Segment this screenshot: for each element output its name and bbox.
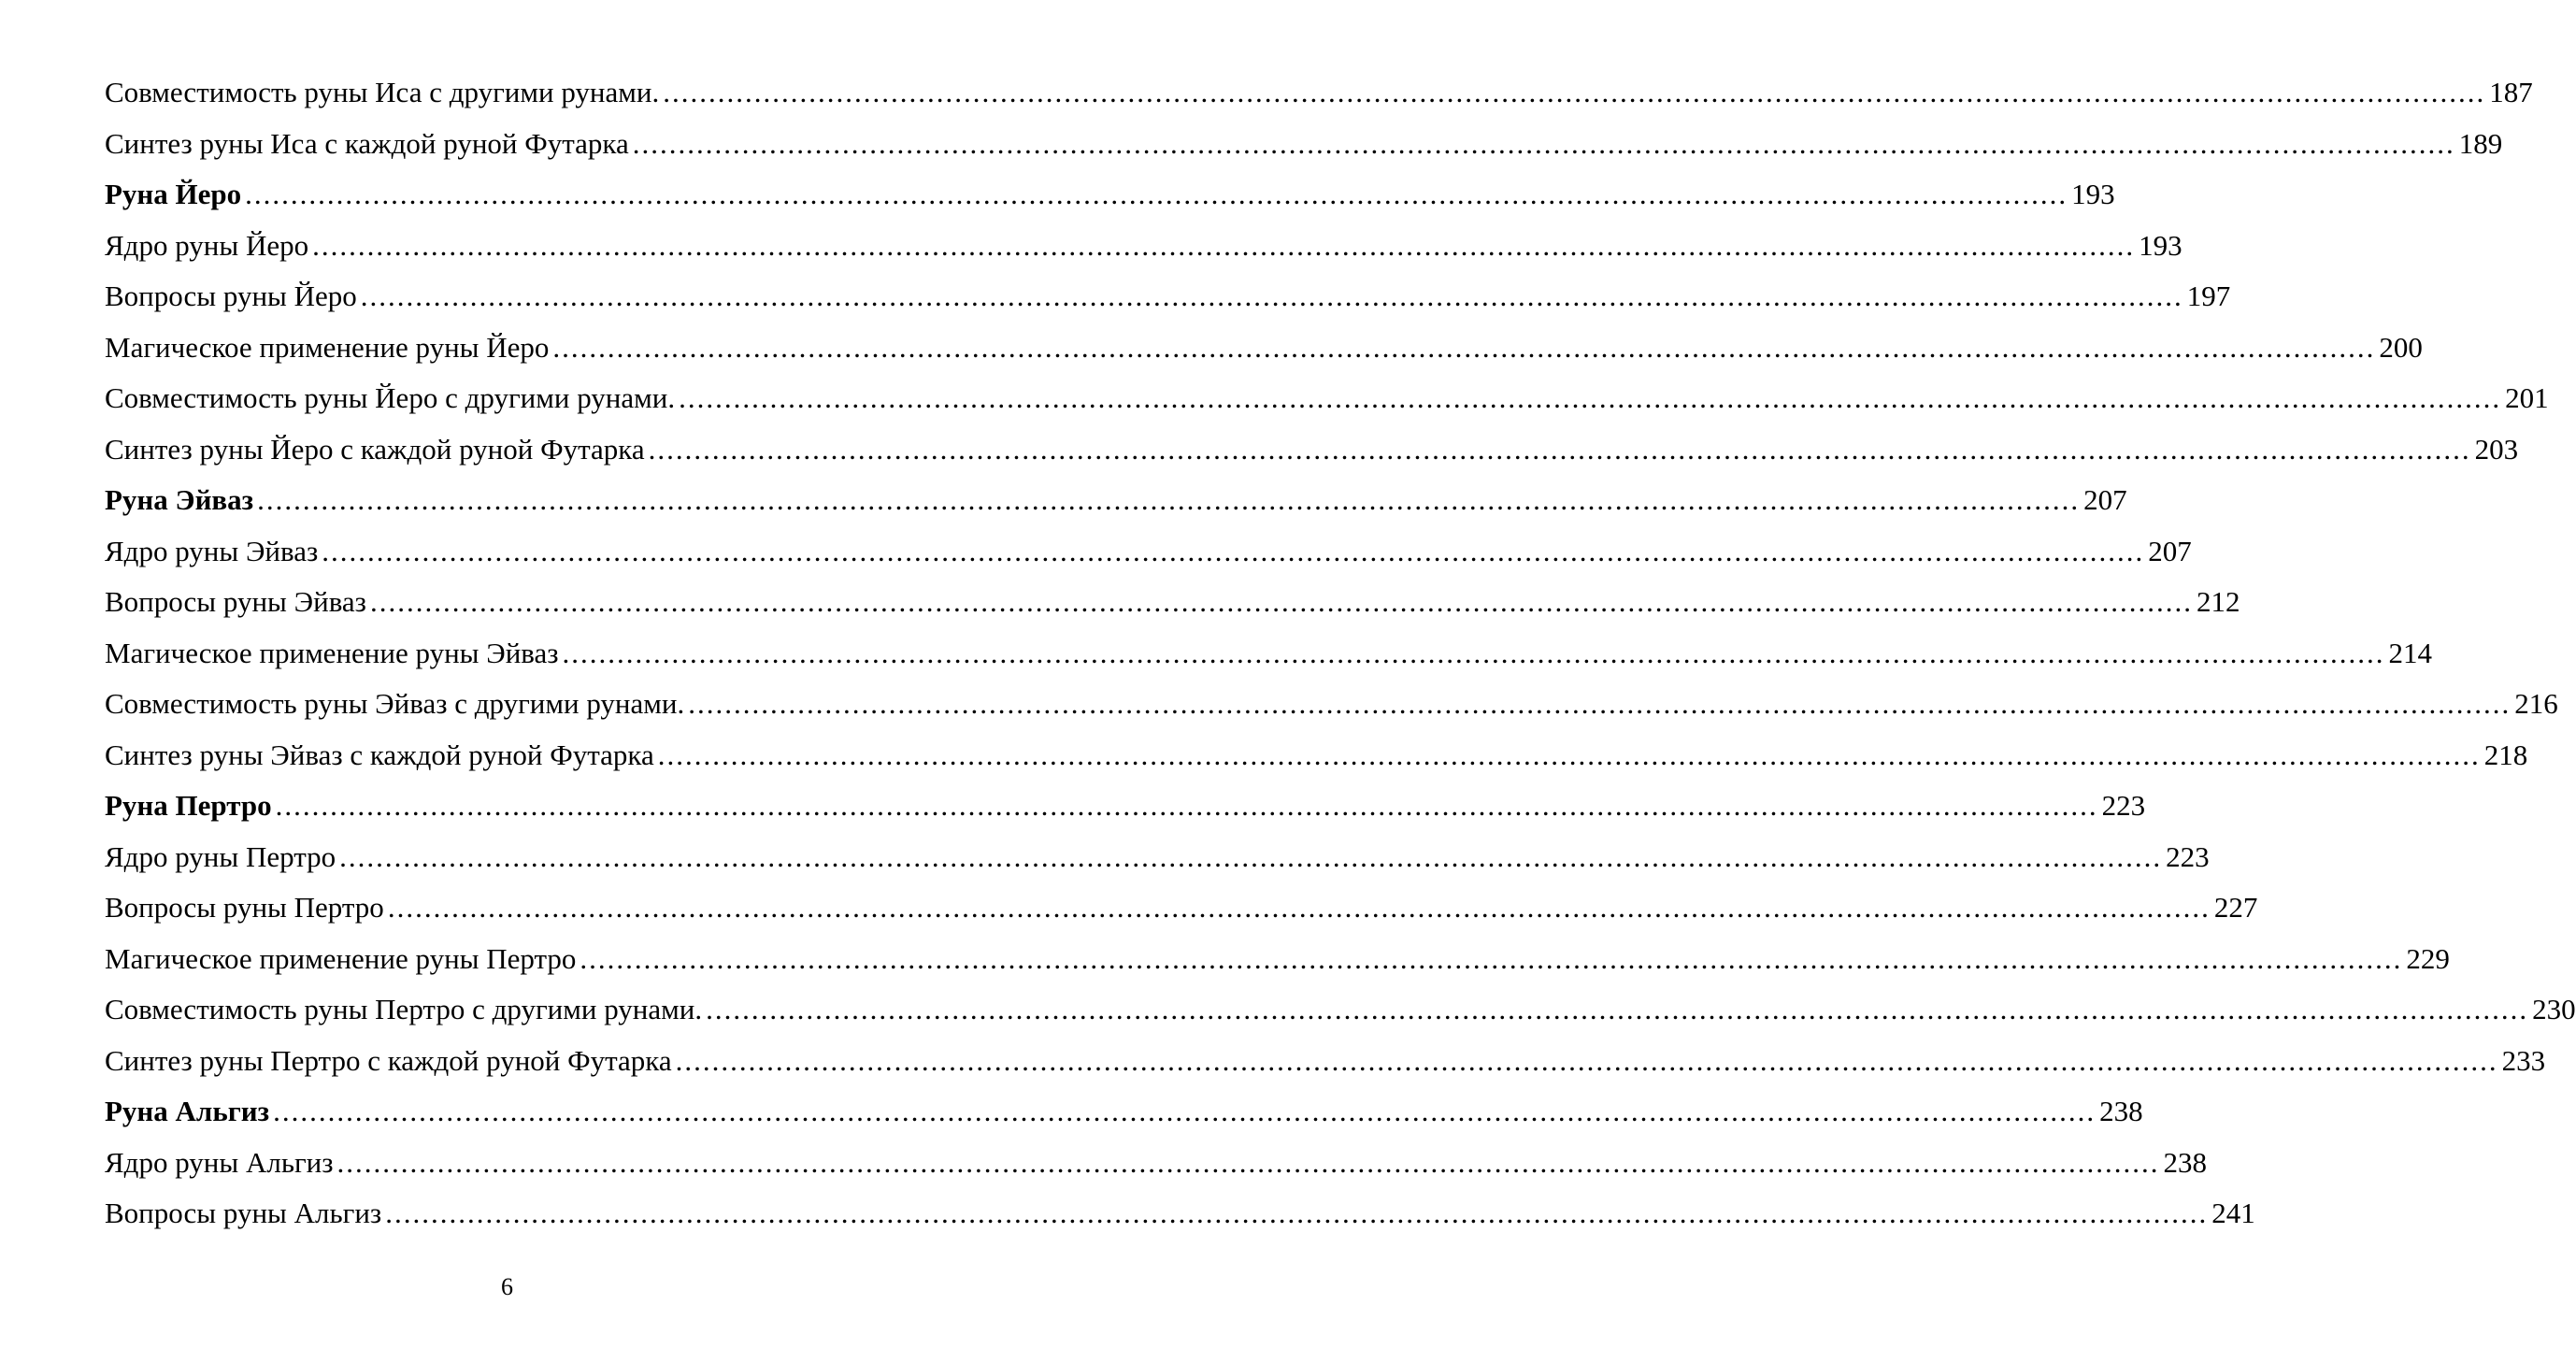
toc-entry-page: 218 bbox=[2483, 738, 2528, 771]
dot-leader: ........................................................................................................................................................................................................ bbox=[552, 330, 2376, 364]
toc-entry[interactable] bbox=[105, 832, 2210, 883]
toc-entry-title: Синтез руны Пертро с каждой руной Футарка bbox=[105, 1043, 672, 1077]
toc-entry-page: 189 bbox=[2458, 126, 2503, 160]
toc-entry-title: Магическое применение руны Эйваз bbox=[105, 636, 559, 669]
toc-entry-page: 197 bbox=[2186, 280, 2231, 312]
toc-entry-title: Синтез руны Йеро с каждой руной Футарка bbox=[105, 432, 645, 466]
toc-entry[interactable] bbox=[105, 221, 2182, 272]
dot-leader: ........................................................................................................................................................................................................ bbox=[257, 483, 2081, 516]
toc-entry-title: Вопросы руны Альгиз bbox=[105, 1197, 382, 1229]
toc-entry-page: 193 bbox=[2071, 178, 2115, 210]
dot-leader: ........................................................................................................................................................................................................ bbox=[273, 1095, 2097, 1127]
toc-entry-page: 200 bbox=[2379, 330, 2423, 364]
toc-entry[interactable] bbox=[105, 271, 2231, 323]
page-number: 6 bbox=[501, 1273, 513, 1300]
toc-entry-title: Ядро руны Альгиз bbox=[105, 1145, 334, 1179]
dot-leader: ........................................................................................................................................................................................................ bbox=[580, 941, 2403, 975]
toc-entry-title: Вопросы руны Пертро bbox=[105, 891, 384, 924]
toc-entry-page: 207 bbox=[2083, 483, 2127, 516]
toc-entry-title: Совместимость руны Пертро с другими рунами. bbox=[105, 993, 703, 1025]
toc-section-heading[interactable] bbox=[105, 1086, 2143, 1138]
toc-entry-title: Магическое применение руны Пертро bbox=[105, 941, 577, 975]
toc-entry[interactable] bbox=[105, 577, 2240, 628]
dot-leader: ........................................................................................................................................................................................................ bbox=[706, 993, 2529, 1025]
toc-entry-title: Совместимость руны Эйваз с другими рунами. bbox=[105, 687, 685, 720]
toc-entry-page: 193 bbox=[2139, 228, 2182, 262]
toc-section-heading[interactable] bbox=[105, 475, 2127, 526]
toc-entry[interactable] bbox=[105, 628, 2433, 680]
toc-entry-title: Вопросы руны Йеро bbox=[105, 280, 357, 312]
toc-entry-page: 207 bbox=[2148, 534, 2192, 567]
toc-entry[interactable] bbox=[105, 934, 2450, 985]
dot-leader: ........................................................................................................................................................................................................ bbox=[679, 381, 2502, 414]
toc-entry-page: 223 bbox=[2166, 839, 2210, 873]
toc-entry[interactable] bbox=[105, 526, 2192, 578]
toc-entry-title: Магическое применение руны Йеро bbox=[105, 330, 550, 364]
dot-leader: ........................................................................................................................................................................................................ bbox=[369, 585, 2193, 618]
toc-section-heading[interactable] bbox=[105, 781, 2146, 832]
toc-entry-title: Синтез руны Иса с каждой руной Футарка bbox=[105, 126, 629, 160]
dot-leader: ........................................................................................................................................................................................................ bbox=[688, 687, 2512, 720]
toc-entry-page: 238 bbox=[2099, 1095, 2143, 1127]
toc-entry[interactable] bbox=[105, 1138, 2208, 1189]
toc-entry-page: 203 bbox=[2474, 432, 2519, 466]
toc-entry[interactable] bbox=[105, 323, 2423, 374]
toc-entry[interactable] bbox=[105, 119, 2503, 170]
dot-leader: ........................................................................................................................................................................................................ bbox=[336, 1145, 2160, 1179]
toc-entry-title: Ядро руны Эйваз bbox=[105, 534, 319, 567]
dot-leader: ........................................................................................................................................................................................................ bbox=[675, 1043, 2498, 1077]
toc-entry[interactable] bbox=[105, 679, 2558, 730]
toc-entry-title: Ядро руны Пертро bbox=[105, 839, 336, 873]
toc-entry-page: 227 bbox=[2213, 891, 2258, 924]
toc-entry-page: 233 bbox=[2501, 1043, 2546, 1077]
toc-entry-title: Совместимость руны Йеро с другими рунами. bbox=[105, 381, 676, 414]
toc-entry-title: Совместимость руны Иса с другими рунами. bbox=[105, 76, 660, 108]
toc-entry-page: 241 bbox=[2211, 1197, 2255, 1229]
toc-entry-title: Руна Йеро bbox=[105, 178, 242, 210]
toc-entry[interactable] bbox=[105, 984, 2576, 1036]
dot-leader: ........................................................................................................................................................................................................ bbox=[245, 178, 2068, 210]
dot-leader: ........................................................................................................................................................................................................ bbox=[657, 738, 2481, 771]
toc-entry-page: 214 bbox=[2388, 636, 2433, 669]
dot-leader: ........................................................................................................................................................................................................ bbox=[562, 636, 2385, 669]
toc-entry-title: Ядро руны Йеро bbox=[105, 228, 309, 262]
dot-leader: ........................................................................................................................................................................................................ bbox=[275, 789, 2098, 822]
dot-leader: ........................................................................................................................................................................................................ bbox=[387, 891, 2211, 924]
toc-entry[interactable] bbox=[105, 1188, 2255, 1240]
toc-entry-page: 238 bbox=[2163, 1145, 2208, 1179]
toc-entry-title: Вопросы руны Эйваз bbox=[105, 585, 366, 618]
dot-leader: ........................................................................................................................................................................................................ bbox=[312, 228, 2136, 262]
toc-entry-title: Синтез руны Эйваз с каждой руной Футарка bbox=[105, 738, 654, 771]
toc-section-heading[interactable] bbox=[105, 169, 2115, 221]
toc-entry[interactable] bbox=[105, 730, 2528, 781]
toc-entry[interactable] bbox=[105, 67, 2533, 119]
dot-leader: ........................................................................................................................................................................................................ bbox=[322, 534, 2145, 567]
toc-entry-page: 212 bbox=[2196, 585, 2240, 618]
toc-entry-page: 201 bbox=[2505, 381, 2549, 414]
toc-entry[interactable] bbox=[105, 373, 2549, 424]
toc-entry[interactable] bbox=[105, 1036, 2546, 1087]
dot-leader: ........................................................................................................................................................................................................ bbox=[360, 280, 2183, 312]
toc-entry-page: 229 bbox=[2406, 941, 2450, 975]
toc-entry-page: 216 bbox=[2514, 687, 2558, 720]
table-of-contents bbox=[105, 67, 2576, 1240]
toc-entry-page: 223 bbox=[2101, 789, 2146, 822]
dot-leader: ........................................................................................................................................................................................................ bbox=[663, 76, 2486, 108]
toc-entry-title: Руна Эйваз bbox=[105, 483, 254, 516]
dot-leader: ........................................................................................................................................................................................................ bbox=[648, 432, 2471, 466]
toc-entry[interactable] bbox=[105, 424, 2519, 476]
dot-leader: ........................................................................................................................................................................................................ bbox=[339, 839, 2163, 873]
toc-entry-title: Руна Альгиз bbox=[105, 1095, 270, 1127]
dot-leader: ........................................................................................................................................................................................................ bbox=[632, 126, 2455, 160]
toc-entry-page: 230 bbox=[2532, 993, 2576, 1025]
dot-leader: ........................................................................................................................................................................................................ bbox=[385, 1197, 2209, 1229]
toc-entry-title: Руна Пертро bbox=[105, 789, 272, 822]
toc-entry-page: 187 bbox=[2489, 76, 2533, 108]
toc-entry[interactable] bbox=[105, 882, 2258, 934]
